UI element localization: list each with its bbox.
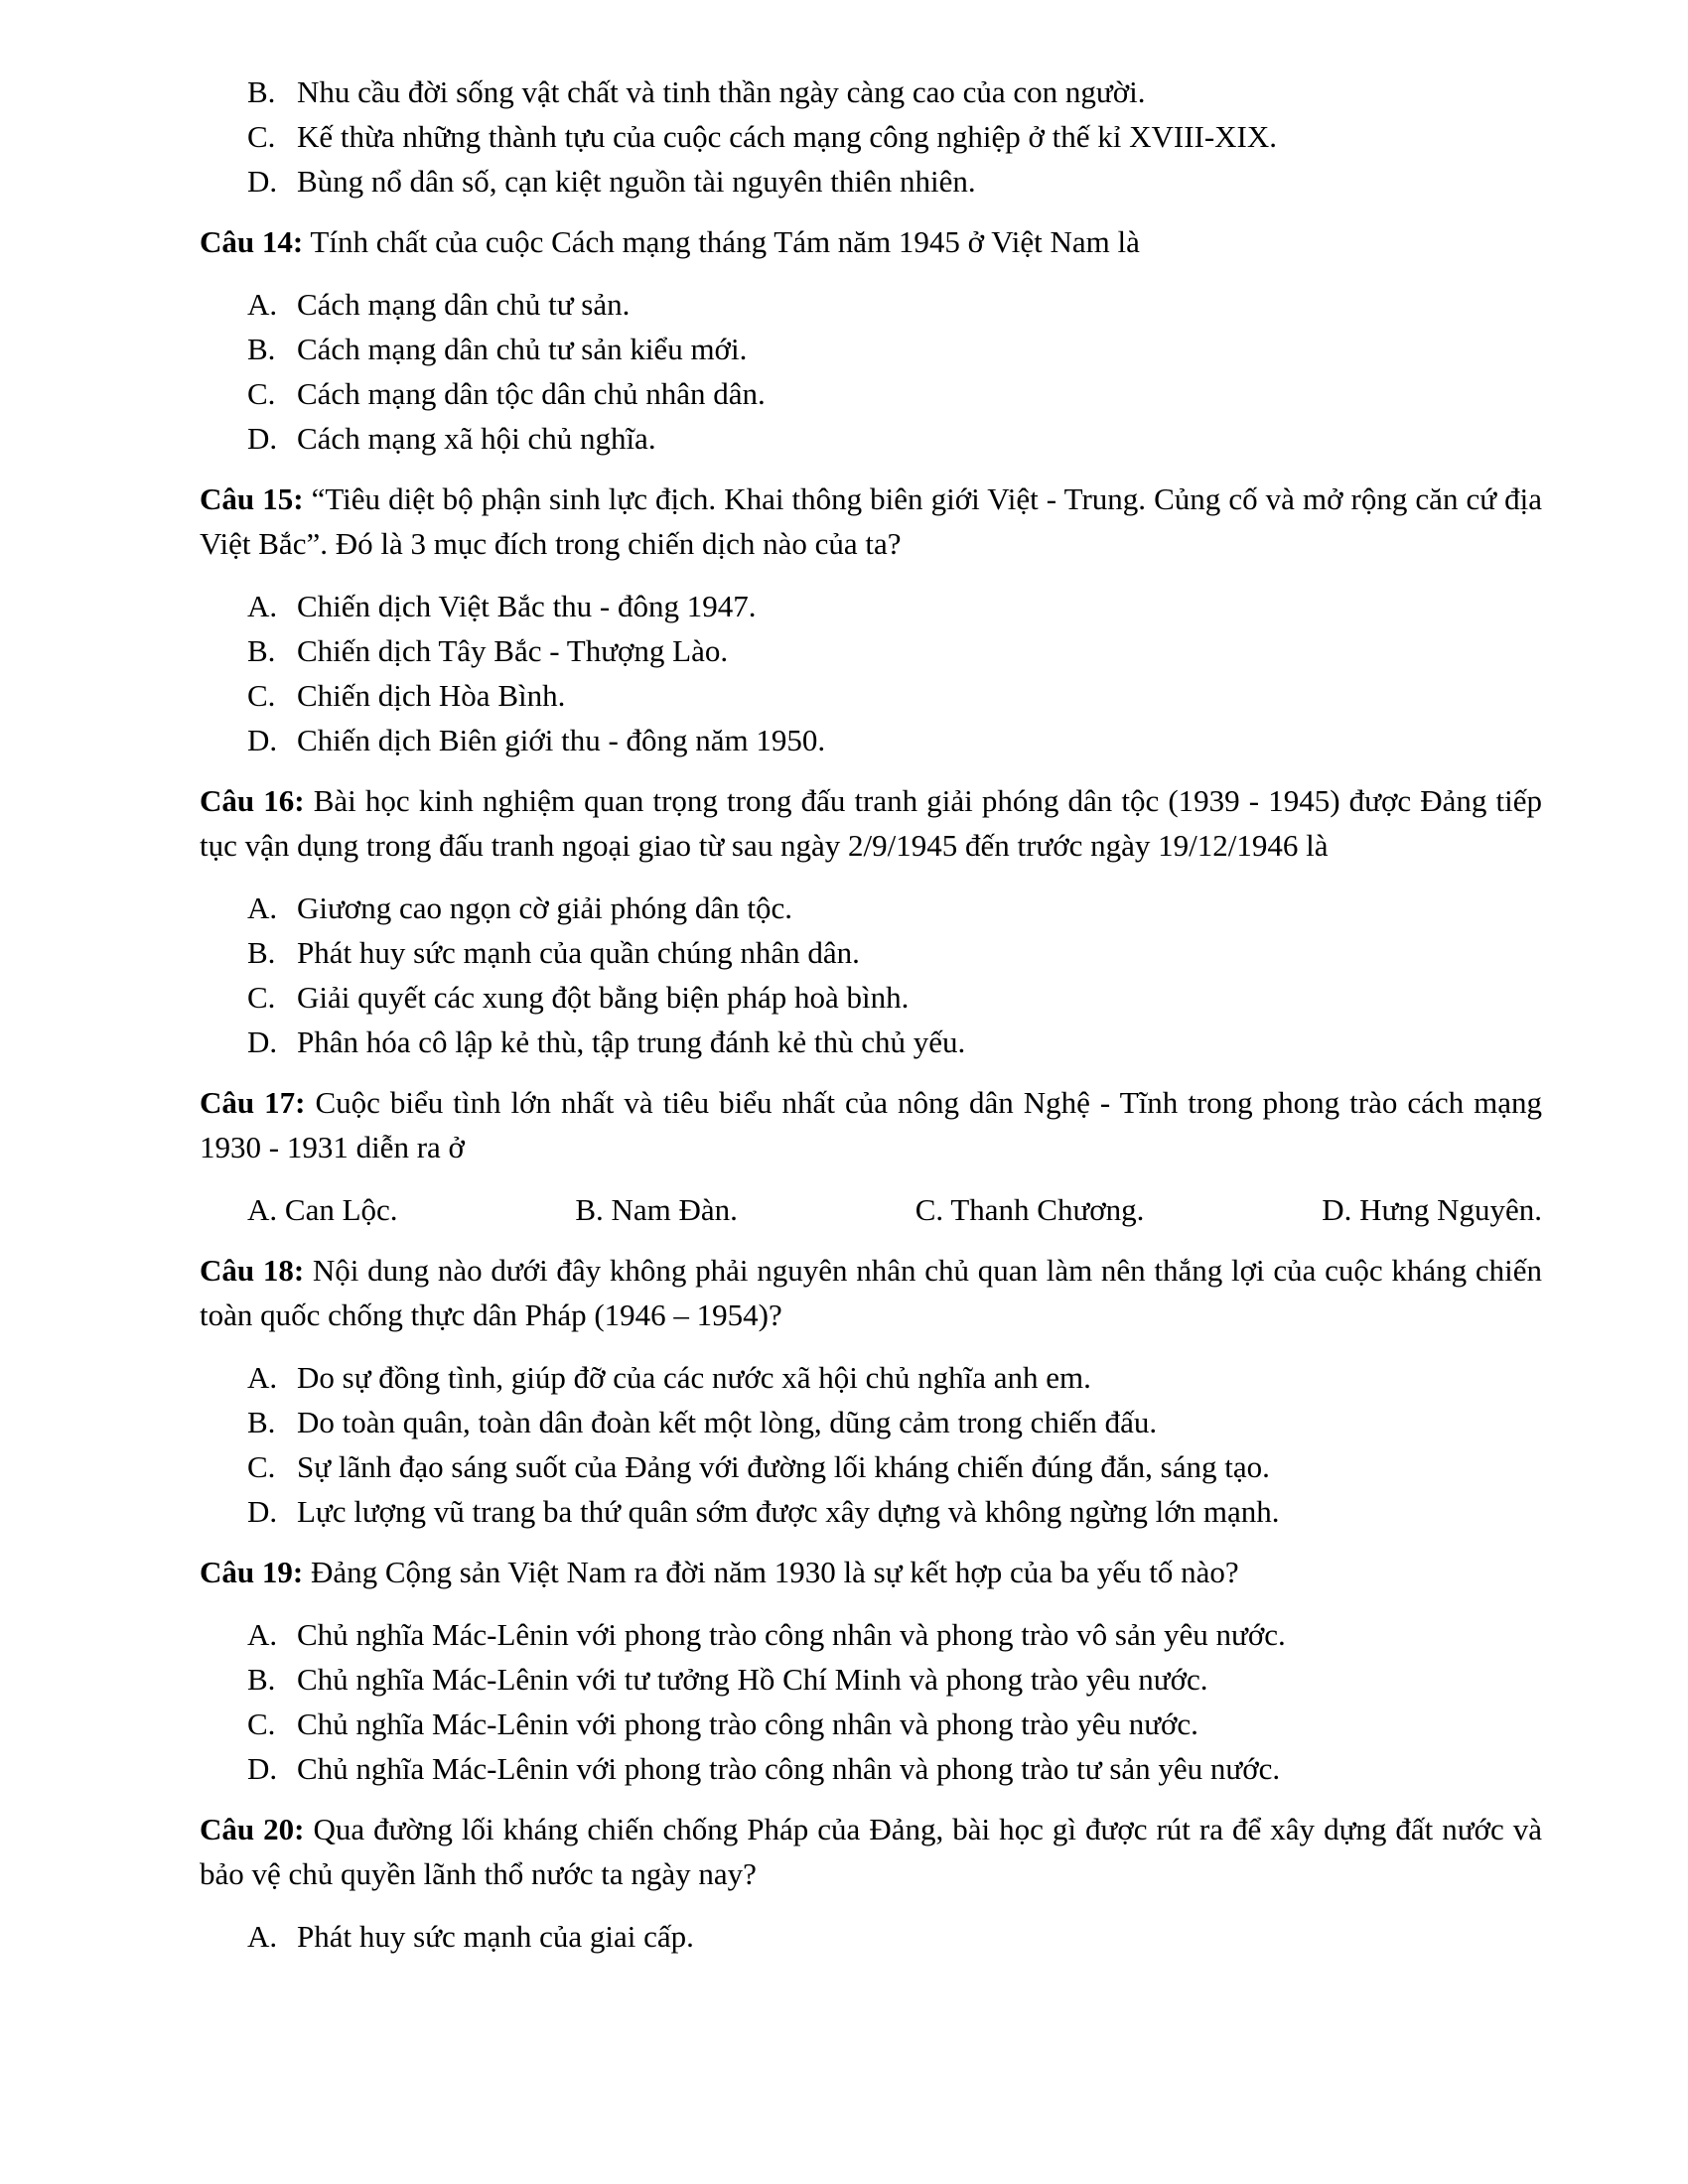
option-c [200,371,1542,416]
option-text: Lực lượng vũ trang ba thứ quân sớm được xây dựng và không ngừng lớn mạnh. [297,1494,1280,1529]
option-letter: A. [247,890,278,925]
option-letter: C. [247,678,276,713]
option-c [200,114,1542,159]
option-a [200,1914,1542,1959]
option-text: Phát huy sức mạnh của giai cấp. [297,1919,694,1954]
question-19 [200,1550,1542,1791]
option-letter: C. [247,376,276,411]
question-stem: Cuộc biểu tình lớn nhất và tiêu biểu nhất của nông dân Nghệ - Tĩnh trong phong trào cách mạng 1930 - 1931 diễn ra ở [200,1085,1543,1164]
question-stem: Nội dung nào dưới đây không phải nguyên nhân chủ quan làm nên thắng lợi của cuộc kháng chiến toàn quốc chống thực dân Pháp (1946 – 1954)? [200,1253,1542,1332]
question-15 [200,477,1542,762]
option-letter: D. [247,164,278,199]
option-text: Do toàn quân, toàn dân đoàn kết một lòng, dũng cảm trong chiến đấu. [297,1405,1158,1439]
question-stem: Qua đường lối kháng chiến chống Pháp của Đảng, bài học gì được rút ra để xây dựng đất nước và bảo vệ chủ quyền lãnh thổ nước ta ngày nay? [200,1812,1542,1891]
option-letter: D. [247,1751,278,1786]
option-a [200,1612,1542,1657]
option-text: Kế thừa những thành tựu của cuộc cách mạng công nghiệp ở thế kỉ XVIII-XIX. [297,119,1278,154]
question-14 [200,219,1542,461]
option-letter: A. [247,1617,278,1652]
option-letter: D. [247,1494,278,1529]
option-text: Cách mạng dân chủ tư sản kiểu mới. [297,332,748,366]
option-text: Chiến dịch Biên giới thu - đông năm 1950. [297,723,826,757]
question-16 [200,778,1542,1064]
question-text [200,219,1542,264]
option-a [200,1355,1542,1400]
option-letter: B. [247,1405,276,1439]
option-letter: C. [247,1706,276,1741]
option-letter: D. [247,421,278,456]
option-letter: A. [247,287,278,322]
question-20 [200,1807,1542,1959]
question-label: Câu 19: [200,1555,304,1589]
option-text: Phân hóa cô lập kẻ thù, tập trung đánh kẻ thù chủ yếu. [297,1024,966,1059]
option-letter: B. [247,74,276,109]
option-d: D. Hưng Nguyên. [1322,1192,1542,1227]
question-text [200,1550,1542,1594]
option-d [200,718,1542,762]
option-b: B. Nam Đàn. [575,1192,738,1227]
option-letter: D. [247,723,278,757]
option-text: Chủ nghĩa Mác-Lênin với phong trào công nhân và phong trào tư sản yêu nước. [297,1751,1281,1786]
option-text: Bùng nổ dân số, cạn kiệt nguồn tài nguyên thiên nhiên. [297,164,976,199]
option-c [200,1444,1542,1489]
option-d [200,416,1542,461]
option-text: Cách mạng xã hội chủ nghĩa. [297,421,656,456]
option-a [200,584,1542,628]
option-letter: C. [247,119,276,154]
question-text [200,1248,1542,1337]
leading-options [200,69,1542,204]
option-letter: A. [247,589,278,623]
question-text [200,778,1542,868]
question-text [200,477,1542,566]
option-letter: B. [247,633,276,668]
option-letter: A. [247,1919,278,1954]
option-text: Chiến dịch Hòa Bình. [297,678,566,713]
option-text: Chiến dịch Tây Bắc - Thượng Lào. [297,633,729,668]
option-text: Chủ nghĩa Mác-Lênin với tư tưởng Hồ Chí Minh và phong trào yêu nước. [297,1662,1208,1697]
question-stem: Tính chất của cuộc Cách mạng tháng Tám năm 1945 ở Việt Nam là [310,224,1140,259]
option-b [200,327,1542,371]
option-text: Phát huy sức mạnh của quần chúng nhân dân. [297,935,860,970]
option-d [200,159,1542,204]
option-text: Cách mạng dân chủ tư sản. [297,287,631,322]
option-text: Do sự đồng tình, giúp đỡ của các nước xã hội chủ nghĩa anh em. [297,1360,1091,1395]
option-letter: C. [247,1449,276,1484]
option-letter: B. [247,935,276,970]
option-d [200,1020,1542,1064]
option-c [200,975,1542,1020]
option-text: Giương cao ngọn cờ giải phóng dân tộc. [297,890,792,925]
question-label: Câu 15: [200,481,304,516]
option-b [200,930,1542,975]
option-letter: C. [247,980,276,1015]
question-label: Câu 17: [200,1085,306,1120]
option-c: C. Thanh Chương. [914,1192,1145,1227]
option-b [200,1400,1542,1444]
question-stem: Đảng Cộng sản Việt Nam ra đời năm 1930 là sự kết hợp của ba yếu tố nào? [310,1555,1239,1589]
option-text: Chiến dịch Việt Bắc thu - đông 1947. [297,589,757,623]
option-b [200,1657,1542,1702]
question-text [200,1807,1542,1896]
option-text: Cách mạng dân tộc dân chủ nhân dân. [297,376,766,411]
option-text: Nhu cầu đời sống vật chất và tinh thần ngày càng cao của con người. [297,74,1146,109]
option-a: A. Can Lộc. [247,1192,398,1227]
option-text: Sự lãnh đạo sáng suốt của Đảng với đường lối kháng chiến đúng đắn, sáng tạo. [297,1449,1270,1484]
option-text: Chủ nghĩa Mác-Lênin với phong trào công nhân và phong trào vô sản yêu nước. [297,1617,1286,1652]
question-17 [200,1080,1542,1232]
question-text [200,1080,1542,1169]
option-text: Chủ nghĩa Mác-Lênin với phong trào công nhân và phong trào yêu nước. [297,1706,1198,1741]
option-b [200,628,1542,673]
question-label: Câu 16: [200,783,305,818]
option-a [200,282,1542,327]
question-label: Câu 14: [200,224,304,259]
option-c [200,673,1542,718]
option-c [200,1702,1542,1746]
option-letter: B. [247,332,276,366]
exam-page [200,69,1542,1959]
question-stem: “Tiêu diệt bộ phận sinh lực địch. Khai thông biên giới Việt - Trung. Củng cố và mở rộng căn cứ địa Việt Bắc”. Đó là 3 mục đích trong chiến dịch nào của ta? [200,481,1542,561]
inline-options [200,1187,1542,1232]
question-stem: Bài học kinh nghiệm quan trọng trong đấu tranh giải phóng dân tộc (1939 - 1945) được Đảng tiếp tục vận dụng trong đấu tranh ngoại giao từ sau ngày 2/9/1945 đến trước ngày 19/12/1946 là [200,783,1543,863]
question-18 [200,1248,1542,1534]
option-text: Giải quyết các xung đột bằng biện pháp hoà bình. [297,980,910,1015]
option-letter: B. [247,1662,276,1697]
option-d [200,1489,1542,1534]
question-label: Câu 20: [200,1812,305,1846]
option-letter: D. [247,1024,278,1059]
option-d [200,1746,1542,1791]
option-letter: A. [247,1360,278,1395]
question-label: Câu 18: [200,1253,305,1288]
option-a [200,886,1542,930]
option-b [200,69,1542,114]
